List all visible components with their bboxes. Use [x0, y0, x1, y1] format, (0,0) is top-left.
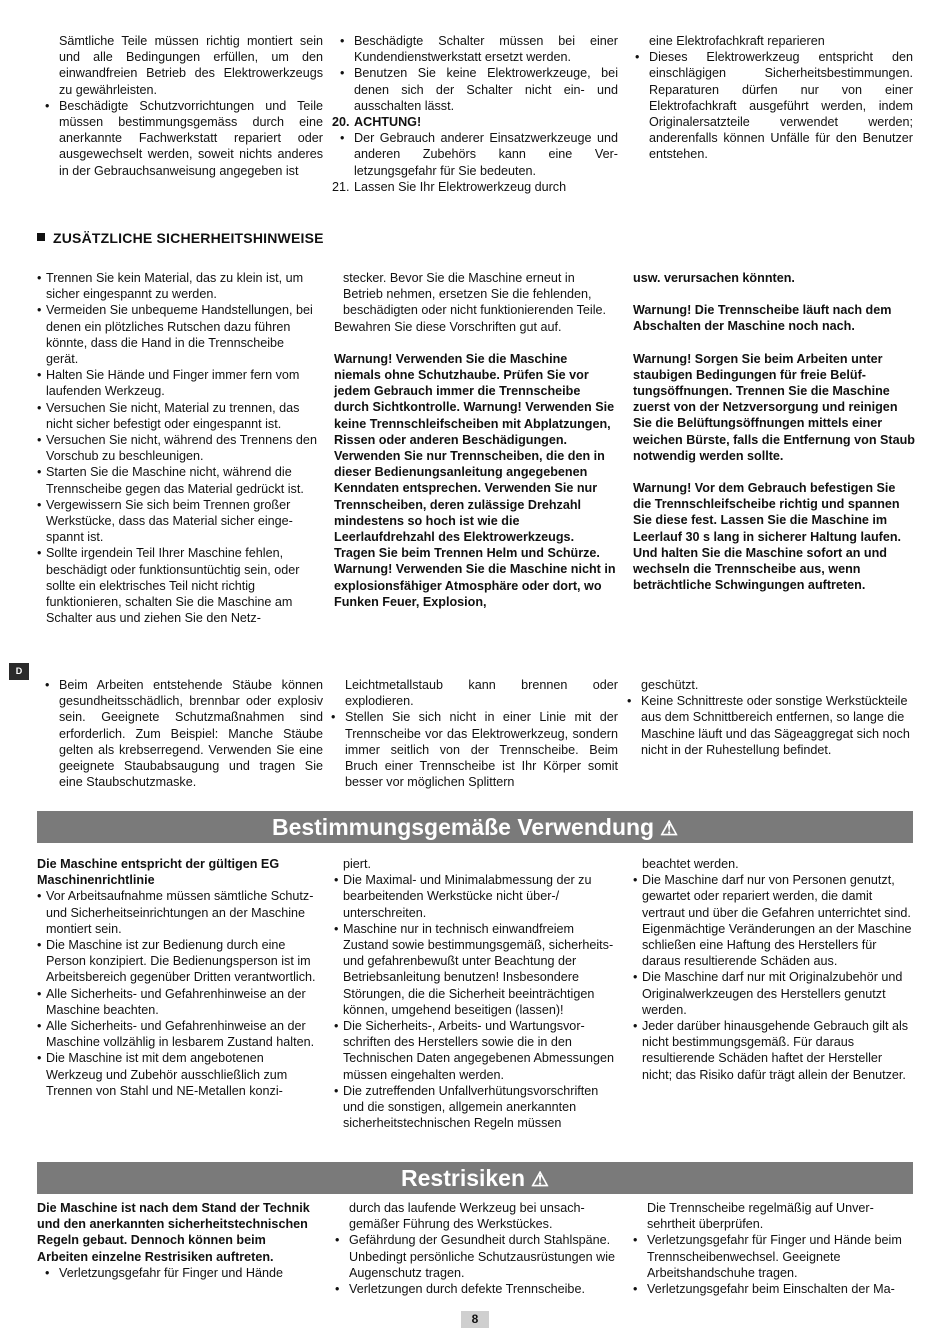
list-item: • Versuchen Sie nicht, während des Trennens den Vorschub zu beschleunigen.: [37, 432, 317, 464]
staub-c3-cont: geschützt.: [641, 678, 699, 692]
restrisiken-c1-head: Die Maschine ist nach dem Stand der Technik und den anerkannten sicherheitstechnischen Regeln gebaut. Dennoch können beim Arbeiten einzelne Restrisiken auftreten.: [37, 1201, 310, 1264]
section-heading-zusatz: [37, 230, 324, 246]
top-col-3: [627, 33, 913, 163]
banner-title: Bestimmungsgemäße Verwendung: [271, 814, 655, 840]
list-item: • Vor Arbeitsaufnahme müssen sämtliche Schutz- und Sicherheitseinrichtungen an der Maschine montiert sein.: [37, 888, 317, 937]
staub-col-3: [619, 677, 913, 758]
list-item: • Stellen Sie sich nicht in einer Linie mit der Trennscheibe vor das Elektrowerkzeug, sondern immer seitlich von der Trennscheibe. Beim Bruch einer Trennscheibe ist Ihr Körper somit besser vor möglichen Splittern: [323, 709, 618, 790]
list-item: • Maschine nur in technisch einwandfreiem Zustand sowie bestimmungsgemäß, sicherheits- und gefahrenbewußt unter Beachtung der Betriebsanleitung benutzen! Insbesondere Störungen, die die Sicherheit beeinträchtigen können, umgehend beseitigen (lassen)!: [334, 921, 616, 1018]
list-item: • Die Maschine ist zur Bedienung durch eine Person konzipiert. Die Bedienungsperson ist im Arbeitsbereich gegenüber Dritten verantwortlich.: [37, 937, 317, 986]
list-item: • Keine Schnittreste oder sonstige Werkstückteile aus dem Schnittbereich entfernen, so lange die Maschine läuft und das Sägeaggregat sich noch nicht in der Ruhestellung befindet.: [619, 693, 913, 758]
item-21: [332, 179, 618, 195]
bestimmung-col-2: [334, 856, 616, 1131]
bestimmung-c3-cont: beachtet werden.: [642, 857, 739, 871]
zusatz-c3-p3: Warnung! Sorgen Sie beim Arbeiten unter staubigen Bedingungen für freie Belüftungsöffnungen. Trennen Sie die Maschine zuerst von der Netzversorgung und reinigen Sie die Belüftungsöffnungen mittels einer weichen Bürste, falls die Entfernung von Staub notwendig werden sollte.: [633, 351, 916, 463]
list-item: • Die Maschine ist mit dem angebotenen Werkzeug und Zubehör ausschließlich zum Trennen von Stahl und NE-Metallen konzi-: [37, 1050, 317, 1099]
list-item: • Der Gebrauch anderer Einsatzwerkzeuge und anderen Zubehörs kann eine Verletzungsgefahr für Sie bedeuten.: [332, 130, 618, 179]
page-number: 8: [461, 1311, 489, 1328]
zusatz-col-3: [633, 270, 915, 593]
item-21-number: 21.: [332, 179, 350, 194]
restrisiken-col-1: [37, 1200, 317, 1281]
item-21-text: Lassen Sie Ihr Elektrowerkzeug durch: [354, 179, 567, 194]
bestimmung-col-3: [633, 856, 915, 1083]
list-item: • Die Maximal- und Minimalabmessung der zu bearbeitenden Werkstücke nicht über-/ unterschreiten.: [334, 872, 616, 921]
staub-col-2: [323, 677, 618, 790]
zusatz-c3-p2: Warnung! Die Trennscheibe läuft nach dem Abschalten der Maschine noch nach.: [633, 303, 892, 334]
list-item: • Sollte irgendein Teil Ihrer Maschine fehlen, beschädigt oder funktionsuntüchtig sein, oder sollte ein elektrisches Teil nicht richtig funktionieren, schalten Sie die Maschine am Schalter aus und ziehen Sie den Netz-: [37, 545, 317, 626]
top-col-2: [332, 33, 618, 195]
restrisiken-col-2: [327, 1200, 617, 1297]
list-item: • Starten Sie die Maschine nicht, während die Trennscheibe gegen das Material gedrückt ist.: [37, 464, 317, 496]
list-item: • Alle Sicherheits- und Gefahrenhinweise an der Maschine vollzählig in lesbarem Zustand halten.: [37, 1018, 317, 1050]
item-20-heading: [332, 114, 618, 130]
zusatz-c2-warnings: Warnung! Verwenden Sie die Maschine niemals ohne Schutzhaube. Prüfen Sie vor jedem Gebrauch immer die Trennscheibe durch Sichtkontrolle. Warnung! Verwenden Sie keine Trennschleifscheiben mit Abplatzungen, Rissen oder anderen Beschädigungen. Verwenden Sie nur Trennscheiben, die den in dieser Bedienungsanleitung angegebenen Kenndaten entsprechen. Verwenden Sie nur Trennscheiben, deren zulässige Drehzahl mindestens so hoch ist wie die Leerlaufdrehzahl des Elektrowerkzeugs. Tragen Sie beim Trennen Helm und Schürze. Warnung! Verwenden Sie die Maschine nicht in explosionsfähiger Atmosphäre oder dort, wo Funken Feuer, Explosion,: [334, 351, 616, 609]
zusatz-c3-p4: Warnung! Vor dem Gebrauch befestigen Sie die Trennschleifscheibe richtig und spannen Sie diese fest. Lassen Sie die Maschine im Leerlauf 30 s lang in sicherer Haltung laufen. Und halten Sie die Maschine sofort an und wechseln die Trennscheibe aus, wenn beträchtliche Schwingungen auftreten.: [633, 481, 902, 593]
section-banner-bestimmung: [37, 811, 913, 843]
list-item: • Die Sicherheits-, Arbeits- und Wartungsvorschriften des Herstellers sowie die in den Technischen Daten angegebenen Abmessungen müssen eingehalten werden.: [334, 1018, 616, 1083]
list-item: • Verletzungsgefahr beim Einschalten der Ma-: [625, 1281, 915, 1297]
item-20-number: 20.: [332, 115, 350, 130]
list-item: • Dieses Elektrowerkzeug entspricht den einschlägigen Sicherheitsbestimmungen. Reparaturen dürfen nur von einer Elektrofachkraft ausgeführt werden, indem Originalersatzteile verwendet werden; anderenfalls können Unfälle für den Benutzer entstehen.: [627, 49, 913, 162]
list-item: • Halten Sie Hände und Finger immer fern vom laufenden Werkzeug.: [37, 367, 317, 399]
list-item: • Beschädigte Schalter müssen bei einer Kundendienstwerkstatt ersetzt werden.: [332, 33, 618, 65]
item-20-title: ACHTUNG!: [354, 115, 422, 130]
zusatz-c2-keep: Bewahren Sie diese Vorschriften gut auf.: [334, 319, 562, 334]
square-bullet-icon: [37, 233, 45, 241]
restrisiken-c3-cont: Die Trennscheibe regelmäßig auf Unversehrtheit überprüfen.: [647, 1201, 874, 1232]
list-item: • Die Maschine darf nur von Personen genutzt, gewartet oder repariert werden, die damit vertraut und über die Gefahren unterrichtet sind. Eigenmächtige Veränderungen an der Maschine schließen eine Haftung des Herstellers für daraus resultierende Schäden aus.: [633, 872, 915, 969]
restrisiken-c2-cont: durch das laufende Werkzeug bei unsachgemäßer Führung des Werkstückes.: [349, 1201, 585, 1232]
list-item: • Jeder darüber hinausgehende Gebrauch gilt als nicht bestimmungsgemäß. Für daraus resultierende Schäden haftet der Hersteller nicht; das Risiko dafür trägt allein der Benutzer.: [633, 1018, 915, 1083]
list-item: • Beim Arbeiten entstehende Stäube können gesundheitsschädlich, brennbar oder explosiv sein. Geeignete Schutzmaßnahmen sind erforderlich. Zum Beispiel: Manche Stäube gelten als krebserregend. Verwenden Sie eine geeignete Staubabsaugung und tragen Sie eine Staubschutzmaske.: [37, 677, 323, 790]
list-item: • Die Maschine darf nur mit Originalzubehör und Originalwerkzeugen des Herstellers genutzt werden.: [633, 969, 915, 1018]
bestimmung-c2-cont: piert.: [343, 857, 371, 871]
list-item: • Trennen Sie kein Material, das zu klein ist, um sicher eingespannt zu werden.: [37, 270, 317, 302]
list-item: • Beschädigte Schutzvorrichtungen und Teile müssen bestimmungsgemäss durch eine anerkannte Fachwerkstatt repariert oder ausgewechselt werden, soweit nichts anderes in der Gebrauchsanweisung angegeben ist: [37, 98, 323, 179]
zusatz-c2-cont: stecker. Bevor Sie die Maschine erneut in Betrieb nehmen, ersetzen Sie die fehlenden, beschädigten oder nicht funktionierenden Teile.: [343, 271, 607, 318]
language-tab: D: [9, 663, 29, 680]
list-item: • Benutzen Sie keine Elektrowerkzeuge, bei denen sich der Schalter nicht ein- und ausschalten lässt.: [332, 65, 618, 114]
bestimmung-c1-head: Die Maschine entspricht der gültigen EG Maschinenrichtlinie: [37, 857, 280, 888]
top-c3-cont: eine Elektrofachkraft reparieren: [649, 34, 825, 48]
list-item: • Versuchen Sie nicht, Material zu trennen, das nicht sicher befestigt oder eingespannt ist.: [37, 400, 317, 432]
list-item: • Alle Sicherheits- und Gefahrenhinweise an der Maschine beachten.: [37, 986, 317, 1018]
staub-c2-cont: Leichtmetallstaub kann brennen oder explodieren.: [345, 678, 618, 709]
zusatz-col-2: [334, 270, 616, 610]
top-col-1: [37, 33, 323, 179]
warning-triangle-icon: ⚠: [660, 818, 679, 840]
list-item: • Verletzungsgefahr für Finger und Hände: [37, 1265, 317, 1281]
list-item: • Die zutreffenden Unfallverhütungsvorschriften und die sonstigen, allgemein anerkannten sicherheitstechnischen Regeln müssen: [334, 1083, 616, 1132]
list-item: • Verletzungsgefahr für Finger und Hände beim Trennscheibenwechsel. Geeignete Arbeitshandschuhe tragen.: [625, 1232, 915, 1281]
staub-col-1: [37, 677, 323, 790]
warning-triangle-icon: ⚠: [531, 1169, 549, 1191]
top-c1-intro: Sämtliche Teile müssen richtig montiert sein und alle Bedingungen erfüllen, um den einwandfreien Betrieb des Elektrowerkzeugs zu gewährleisten.: [59, 34, 323, 97]
bestimmung-col-1: [37, 856, 317, 1099]
banner-title: Restrisiken: [401, 1165, 526, 1191]
list-item: • Verletzungen durch defekte Trennscheibe.: [327, 1281, 617, 1297]
section-heading-text: ZUSÄTZLICHE SICHERHEITSHINWEISE: [53, 230, 324, 246]
zusatz-c3-p1: usw. verursachen könnten.: [633, 271, 795, 285]
zusatz-col-1: [37, 270, 317, 626]
section-banner-restrisiken: [37, 1162, 913, 1194]
list-item: • Gefährdung der Gesundheit durch Stahlspäne. Unbedingt persönliche Schutzausrüstungen wie Augenschutz tragen.: [327, 1232, 617, 1281]
restrisiken-col-3: [625, 1200, 915, 1297]
list-item: • Vermeiden Sie unbequeme Handstellungen, bei denen ein plötzliches Rutschen dazu führen könnte, dass die Hand in die Trennscheibe gerät.: [37, 302, 317, 367]
list-item: • Vergewissern Sie sich beim Trennen großer Werkstücke, dass das Material sicher eingespannt ist.: [37, 497, 317, 546]
